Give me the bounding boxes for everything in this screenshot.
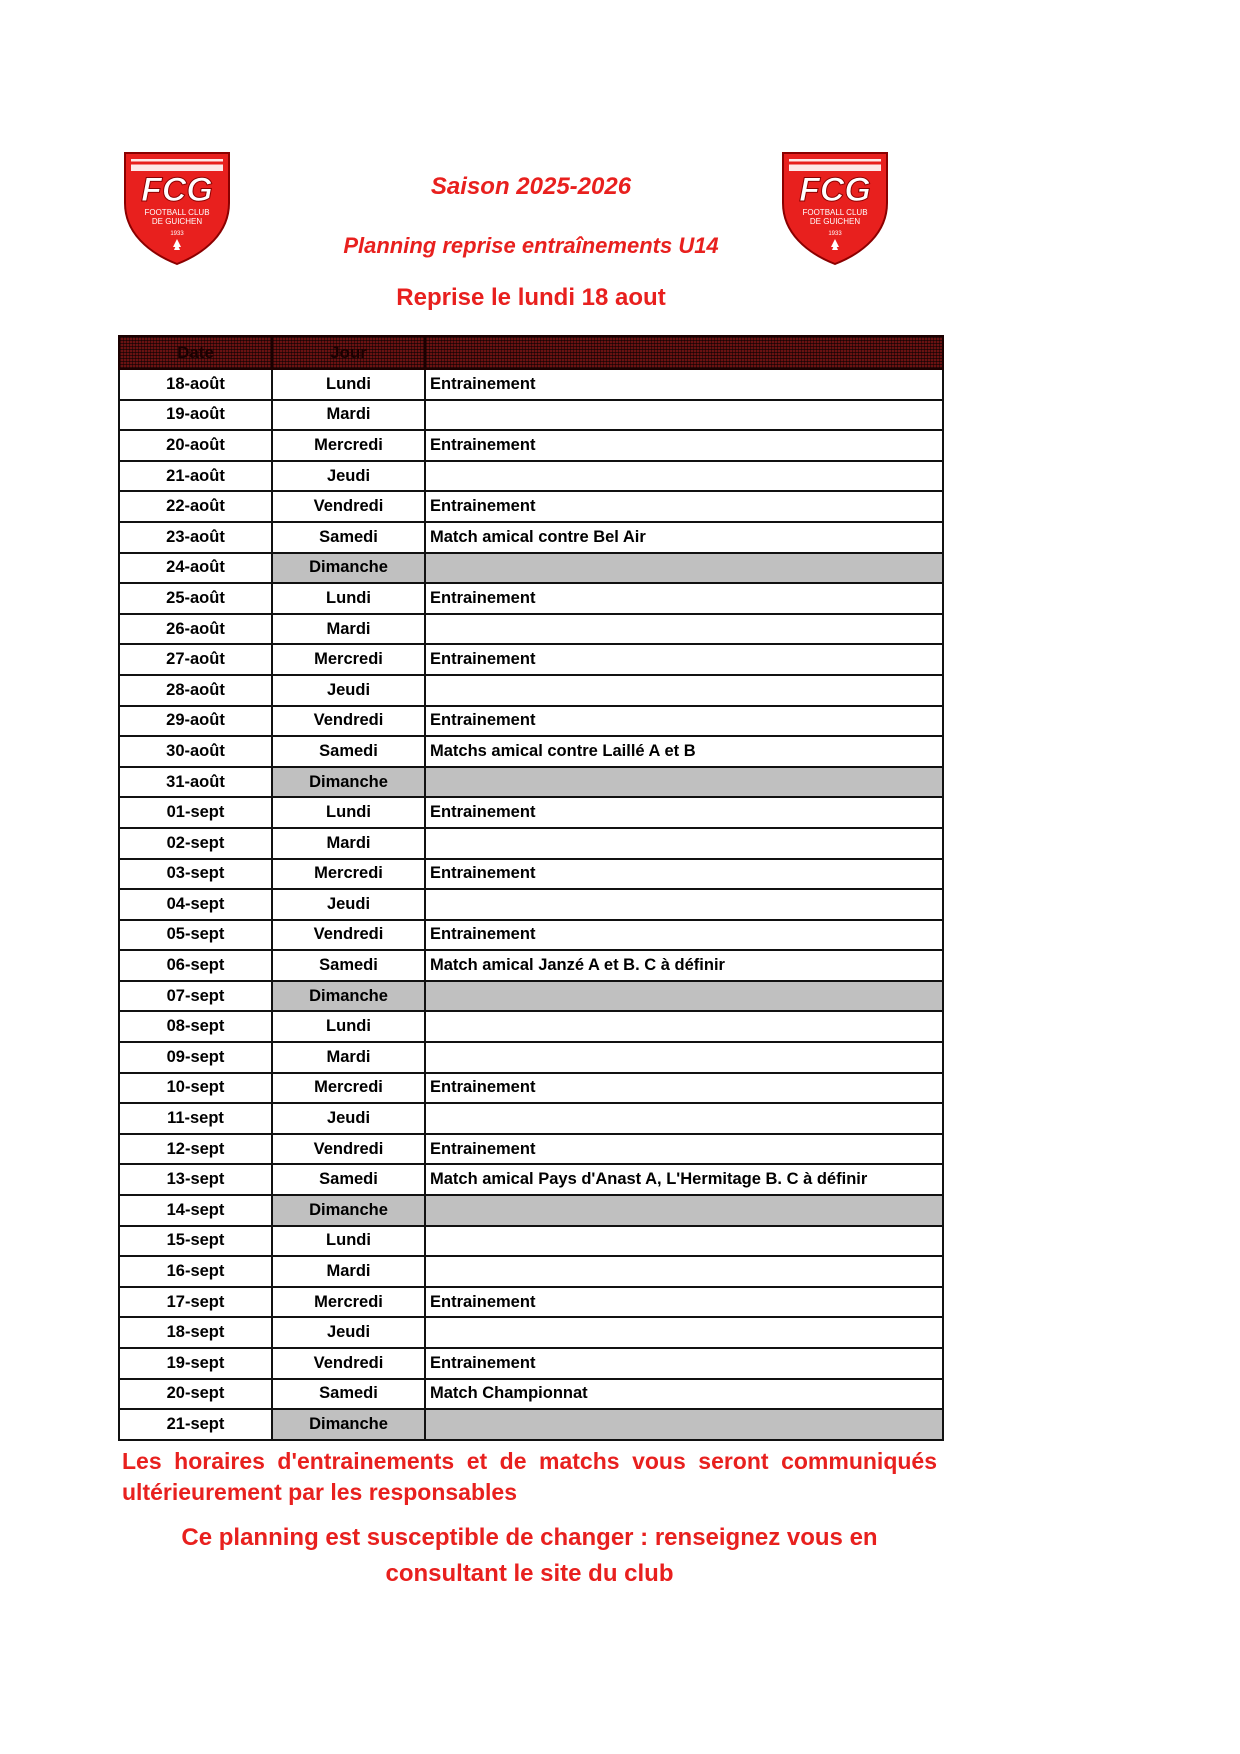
date-cell: 28-août bbox=[119, 675, 272, 706]
event-cell bbox=[425, 889, 943, 920]
hours-note: Les horaires d'entrainements et de matchs vous seront communiqués ultérieurement par les responsables bbox=[122, 1448, 937, 1505]
event-cell bbox=[425, 1103, 943, 1134]
day-cell: Samedi bbox=[272, 736, 425, 767]
event-cell bbox=[425, 1195, 943, 1226]
date-cell: 30-août bbox=[119, 736, 272, 767]
day-cell: Mercredi bbox=[272, 859, 425, 890]
day-column-header: Jour bbox=[272, 336, 425, 369]
svg-text:1933: 1933 bbox=[828, 231, 842, 237]
date-cell: 21-août bbox=[119, 461, 272, 492]
table-row bbox=[119, 1409, 943, 1440]
day-cell: Jeudi bbox=[272, 675, 425, 706]
table-row bbox=[119, 1195, 943, 1226]
table-row bbox=[119, 950, 943, 981]
day-cell: Vendredi bbox=[272, 491, 425, 522]
table-row bbox=[119, 1164, 943, 1195]
day-cell: Samedi bbox=[272, 1379, 425, 1410]
event-cell: Match amical contre Bel Air bbox=[425, 522, 943, 553]
day-cell: Vendredi bbox=[272, 1134, 425, 1165]
svg-text:1933: 1933 bbox=[170, 231, 184, 237]
day-cell: Mardi bbox=[272, 1042, 425, 1073]
event-cell bbox=[425, 1409, 943, 1440]
svg-text:DE GUICHEN: DE GUICHEN bbox=[151, 217, 203, 226]
table-row bbox=[119, 828, 943, 859]
svg-text:FOOTBALL CLUB: FOOTBALL CLUB bbox=[144, 208, 210, 217]
table-row bbox=[119, 859, 943, 890]
date-cell: 24-août bbox=[119, 553, 272, 584]
day-cell: Jeudi bbox=[272, 1317, 425, 1348]
day-cell: Dimanche bbox=[272, 553, 425, 584]
table-row bbox=[119, 522, 943, 553]
event-cell: Matchs amical contre Laillé A et B bbox=[425, 736, 943, 767]
event-cell: Entrainement bbox=[425, 1287, 943, 1318]
table-row bbox=[119, 1317, 943, 1348]
event-cell bbox=[425, 1042, 943, 1073]
table-row bbox=[119, 1379, 943, 1410]
table-row bbox=[119, 491, 943, 522]
date-cell: 26-août bbox=[119, 614, 272, 645]
date-cell: 31-août bbox=[119, 767, 272, 798]
date-cell: 25-août bbox=[119, 583, 272, 614]
day-cell: Mercredi bbox=[272, 644, 425, 675]
event-cell: Entrainement bbox=[425, 797, 943, 828]
date-cell: 03-sept bbox=[119, 859, 272, 890]
date-cell: 14-sept bbox=[119, 1195, 272, 1226]
date-column-header: Date bbox=[119, 336, 272, 369]
table-row bbox=[119, 981, 943, 1012]
event-cell: Entrainement bbox=[425, 920, 943, 951]
event-cell: Match amical Janzé A et B. C à définir bbox=[425, 950, 943, 981]
date-cell: 22-août bbox=[119, 491, 272, 522]
day-cell: Samedi bbox=[272, 950, 425, 981]
svg-text:FCG: FCG bbox=[799, 171, 871, 209]
date-cell: 01-sept bbox=[119, 797, 272, 828]
table-row bbox=[119, 369, 943, 400]
day-cell: Jeudi bbox=[272, 461, 425, 492]
date-cell: 10-sept bbox=[119, 1073, 272, 1104]
event-cell bbox=[425, 614, 943, 645]
date-cell: 20-sept bbox=[119, 1379, 272, 1410]
day-cell: Mercredi bbox=[272, 430, 425, 461]
date-cell: 08-sept bbox=[119, 1011, 272, 1042]
event-cell bbox=[425, 1226, 943, 1257]
event-cell: Entrainement bbox=[425, 706, 943, 737]
day-cell: Mardi bbox=[272, 828, 425, 859]
date-cell: 09-sept bbox=[119, 1042, 272, 1073]
table-row bbox=[119, 1226, 943, 1257]
day-cell: Jeudi bbox=[272, 889, 425, 920]
event-cell: Entrainement bbox=[425, 430, 943, 461]
date-cell: 17-sept bbox=[119, 1287, 272, 1318]
event-cell: Entrainement bbox=[425, 1134, 943, 1165]
event-cell bbox=[425, 767, 943, 798]
reprise-title: Reprise le lundi 18 aout bbox=[396, 284, 666, 311]
table-row bbox=[119, 797, 943, 828]
table-row bbox=[119, 1348, 943, 1379]
table-row bbox=[119, 889, 943, 920]
event-cell bbox=[425, 981, 943, 1012]
table-row bbox=[119, 644, 943, 675]
table-row bbox=[119, 430, 943, 461]
date-cell: 06-sept bbox=[119, 950, 272, 981]
planning-title: Planning reprise entraînements U14 bbox=[343, 233, 719, 258]
date-cell: 11-sept bbox=[119, 1103, 272, 1134]
event-cell bbox=[425, 553, 943, 584]
event-cell bbox=[425, 400, 943, 431]
event-cell: Entrainement bbox=[425, 859, 943, 890]
change-note: Ce planning est susceptible de changer : renseignez vous en consultant le site du club bbox=[181, 1524, 878, 1587]
date-cell: 27-août bbox=[119, 644, 272, 675]
day-cell: Lundi bbox=[272, 369, 425, 400]
day-cell: Mardi bbox=[272, 400, 425, 431]
event-cell: Entrainement bbox=[425, 491, 943, 522]
day-cell: Lundi bbox=[272, 797, 425, 828]
event-cell: Entrainement bbox=[425, 1073, 943, 1104]
date-cell: 20-août bbox=[119, 430, 272, 461]
event-cell: Entrainement bbox=[425, 583, 943, 614]
date-cell: 07-sept bbox=[119, 981, 272, 1012]
day-cell: Jeudi bbox=[272, 1103, 425, 1134]
date-cell: 19-août bbox=[119, 400, 272, 431]
date-cell: 23-août bbox=[119, 522, 272, 553]
event-column-header bbox=[425, 336, 943, 369]
table-row bbox=[119, 767, 943, 798]
date-cell: 04-sept bbox=[119, 889, 272, 920]
day-cell: Mardi bbox=[272, 614, 425, 645]
svg-text:FCG: FCG bbox=[141, 171, 213, 209]
day-cell: Lundi bbox=[272, 583, 425, 614]
day-cell: Vendredi bbox=[272, 920, 425, 951]
day-cell: Dimanche bbox=[272, 1195, 425, 1226]
date-cell: 15-sept bbox=[119, 1226, 272, 1257]
table-header-row bbox=[119, 336, 943, 369]
day-cell: Lundi bbox=[272, 1011, 425, 1042]
day-cell: Samedi bbox=[272, 1164, 425, 1195]
event-cell bbox=[425, 1011, 943, 1042]
table-row bbox=[119, 1042, 943, 1073]
event-cell bbox=[425, 1317, 943, 1348]
svg-text:FOOTBALL CLUB: FOOTBALL CLUB bbox=[802, 208, 868, 217]
table-row bbox=[119, 736, 943, 767]
table-row bbox=[119, 706, 943, 737]
date-cell: 02-sept bbox=[119, 828, 272, 859]
date-cell: 16-sept bbox=[119, 1256, 272, 1287]
date-cell: 05-sept bbox=[119, 920, 272, 951]
date-cell: 21-sept bbox=[119, 1409, 272, 1440]
event-cell bbox=[425, 828, 943, 859]
day-cell: Vendredi bbox=[272, 706, 425, 737]
table-row bbox=[119, 1287, 943, 1318]
table-row bbox=[119, 400, 943, 431]
table-row bbox=[119, 1134, 943, 1165]
table-row bbox=[119, 1256, 943, 1287]
date-cell: 13-sept bbox=[119, 1164, 272, 1195]
table-body bbox=[119, 369, 943, 1440]
day-cell: Samedi bbox=[272, 522, 425, 553]
date-cell: 19-sept bbox=[119, 1348, 272, 1379]
table-row bbox=[119, 1073, 943, 1104]
event-cell: Entrainement bbox=[425, 1348, 943, 1379]
event-cell: Entrainement bbox=[425, 644, 943, 675]
event-cell bbox=[425, 461, 943, 492]
table-row bbox=[119, 1011, 943, 1042]
table-row bbox=[119, 614, 943, 645]
day-cell: Vendredi bbox=[272, 1348, 425, 1379]
table-row bbox=[119, 675, 943, 706]
table-row bbox=[119, 461, 943, 492]
season-title: Saison 2025-2026 bbox=[430, 173, 632, 200]
table-row bbox=[119, 553, 943, 584]
date-cell: 12-sept bbox=[119, 1134, 272, 1165]
event-cell bbox=[425, 675, 943, 706]
event-cell: Entrainement bbox=[425, 369, 943, 400]
training-schedule-table bbox=[118, 335, 944, 1441]
svg-text:DE GUICHEN: DE GUICHEN bbox=[809, 217, 861, 226]
table-row bbox=[119, 1103, 943, 1134]
date-cell: 18-sept bbox=[119, 1317, 272, 1348]
table-row bbox=[119, 920, 943, 951]
date-cell: 18-août bbox=[119, 369, 272, 400]
day-cell: Dimanche bbox=[272, 1409, 425, 1440]
table-row bbox=[119, 583, 943, 614]
day-cell: Dimanche bbox=[272, 767, 425, 798]
day-cell: Mardi bbox=[272, 1256, 425, 1287]
event-cell: Match Championnat bbox=[425, 1379, 943, 1410]
day-cell: Dimanche bbox=[272, 981, 425, 1012]
date-cell: 29-août bbox=[119, 706, 272, 737]
day-cell: Mercredi bbox=[272, 1287, 425, 1318]
event-cell bbox=[425, 1256, 943, 1287]
day-cell: Mercredi bbox=[272, 1073, 425, 1104]
day-cell: Lundi bbox=[272, 1226, 425, 1257]
event-cell: Match amical Pays d'Anast A, L'Hermitage B. C à définir bbox=[425, 1164, 943, 1195]
